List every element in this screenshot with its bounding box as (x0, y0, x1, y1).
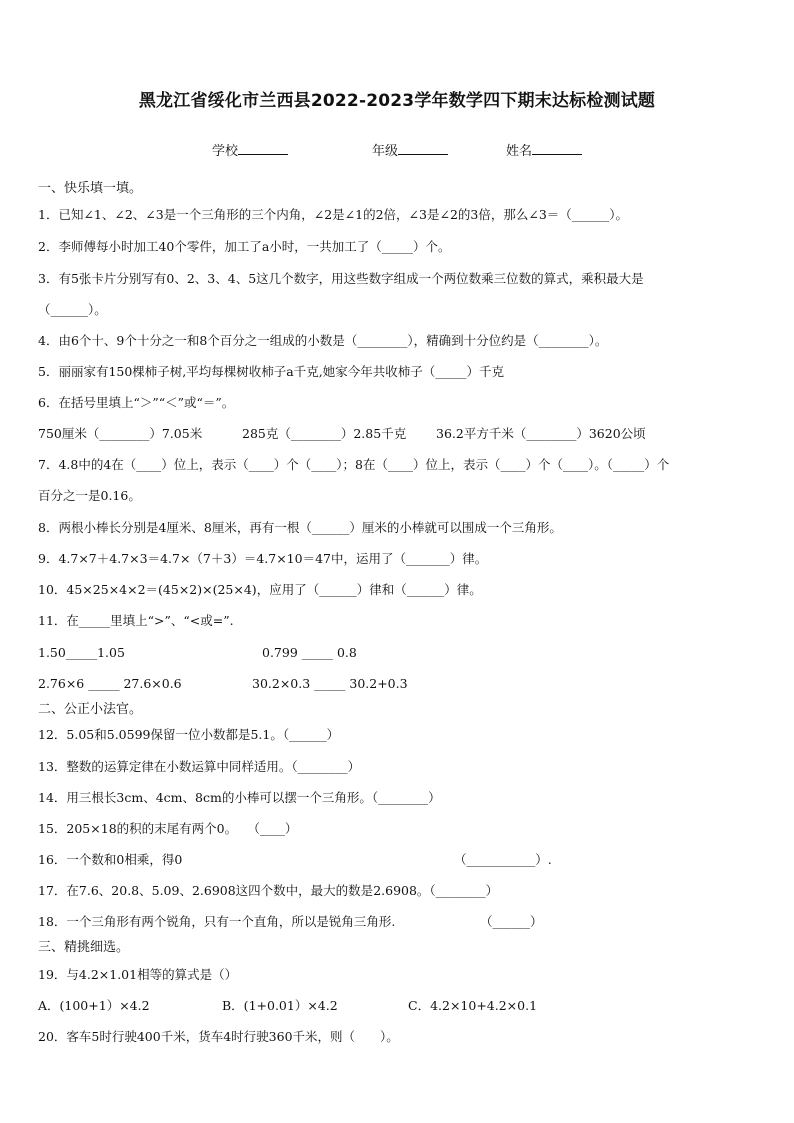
question-20: 20．客车5时行驶400千米，货车4时行驶360千米，则（ ）。 (38, 1029, 399, 1044)
grade-label: 年级 (372, 144, 399, 159)
grade-blank (398, 142, 448, 155)
question-1: 1．已知∠1、∠2、∠3是一个三角形的三个内角，∠2是∠1的2倍，∠3是∠2的3倍，那么∠3＝（______）。 (38, 207, 629, 222)
question-10: 10．45×25×4×2＝(45×2)×(25×4)，应用了（______）律和（______）律。 (38, 582, 482, 597)
question-11: 11．在_____里填上“>”、“<或=”. (38, 613, 234, 628)
question-9: 9．4.7×7＋4.7×3＝4.7×（7＋3）＝4.7×10＝47中，运用了（_______）律。 (38, 551, 488, 566)
question-7: 7．4.8中的4在（____）位上，表示（____）个（____）；8在（____）位上，表示（____）个（____）。（_____）个 (38, 457, 670, 472)
question-11-item-c: 2.76×6 _____ 27.6×0.6 (38, 676, 182, 691)
question-7-cont: 百分之一是0.16。 (38, 488, 141, 503)
question-3: 3．有5张卡片分别写有0、2、3、4、5这几个数字，用这些数字组成一个两位数乘三位数的算式，乘积最大是 (38, 271, 644, 286)
question-8: 8．两根小棒长分别是4厘米、8厘米，再有一根（______）厘米的小棒就可以围成一个三角形。 (38, 520, 562, 535)
question-6: 6．在括号里填上“＞”“＜”或“＝”。 (38, 395, 235, 410)
question-11-item-a: 1.50_____1.05 (38, 645, 125, 660)
question-16-answer: （___________）. (454, 852, 552, 867)
question-19: 19．与4.2×1.01相等的算式是（） (38, 967, 238, 982)
name-blank (532, 142, 582, 155)
question-6-item-c: 36.2平方千米（________）3620公顷 (436, 426, 646, 441)
grade-field (372, 140, 448, 159)
question-2: 2．李师傅每小时加工40个零件，加工了a小时，一共加工了（_____）个。 (38, 239, 451, 254)
school-field (212, 140, 288, 159)
question-6-item-b: 285克（________）2.85千克 (242, 426, 407, 441)
option-a: A．(100+1）×4.2 (38, 998, 150, 1013)
question-17: 17．在7.6、20.8、5.09、2.6908这四个数中，最大的数是2.6908。（________） (38, 883, 499, 898)
name-field (506, 140, 582, 159)
section-heading-3: 三、精挑细选。 (38, 940, 130, 955)
question-12: 12．5.05和5.0599保留一位小数都是5.1。（______） (38, 727, 340, 742)
question-6-item-a: 750厘米（________）7.05米 (38, 426, 203, 441)
school-blank (238, 142, 288, 155)
question-14: 14．用三根长3cm、4cm、8cm的小棒可以摆一个三角形。（________） (38, 790, 441, 805)
school-label: 学校 (212, 144, 239, 159)
page-title: 黑龙江省绥化市兰西县2022-2023学年数学四下期末达标检测试题 (138, 91, 656, 111)
option-c: C．4.2×10+4.2×0.1 (408, 998, 538, 1013)
question-11-item-d: 30.2×0.3 _____ 30.2+0.3 (252, 676, 408, 691)
question-13: 13．整数的运算定律在小数运算中同样适用。（________） (38, 759, 361, 774)
name-label: 姓名 (506, 144, 533, 159)
question-4: 4．由6个十、9个十分之一和8个百分之一组成的小数是（________），精确到十分位约是（________）。 (38, 333, 608, 348)
question-5: 5．丽丽家有150棵柿子树,平均每棵树收柿子a千克,她家今年共收柿子（_____）千克 (38, 364, 504, 379)
question-18-answer: （______） (480, 914, 543, 929)
question-18: 18．一个三角形有两个锐角，只有一个直角，所以是锐角三角形. (38, 914, 396, 929)
section-heading-1: 一、快乐填一填。 (38, 181, 143, 196)
section-heading-2: 二、公正小法官。 (38, 702, 143, 717)
option-b: B．(1+0.01）×4.2 (222, 998, 338, 1013)
question-3-cont: （______）。 (38, 302, 107, 317)
question-16: 16．一个数和0相乘，得0 (38, 852, 183, 867)
question-15: 15．205×18的积的末尾有两个0。 （____） (38, 821, 298, 836)
question-11-item-b: 0.799 _____ 0.8 (262, 645, 357, 660)
